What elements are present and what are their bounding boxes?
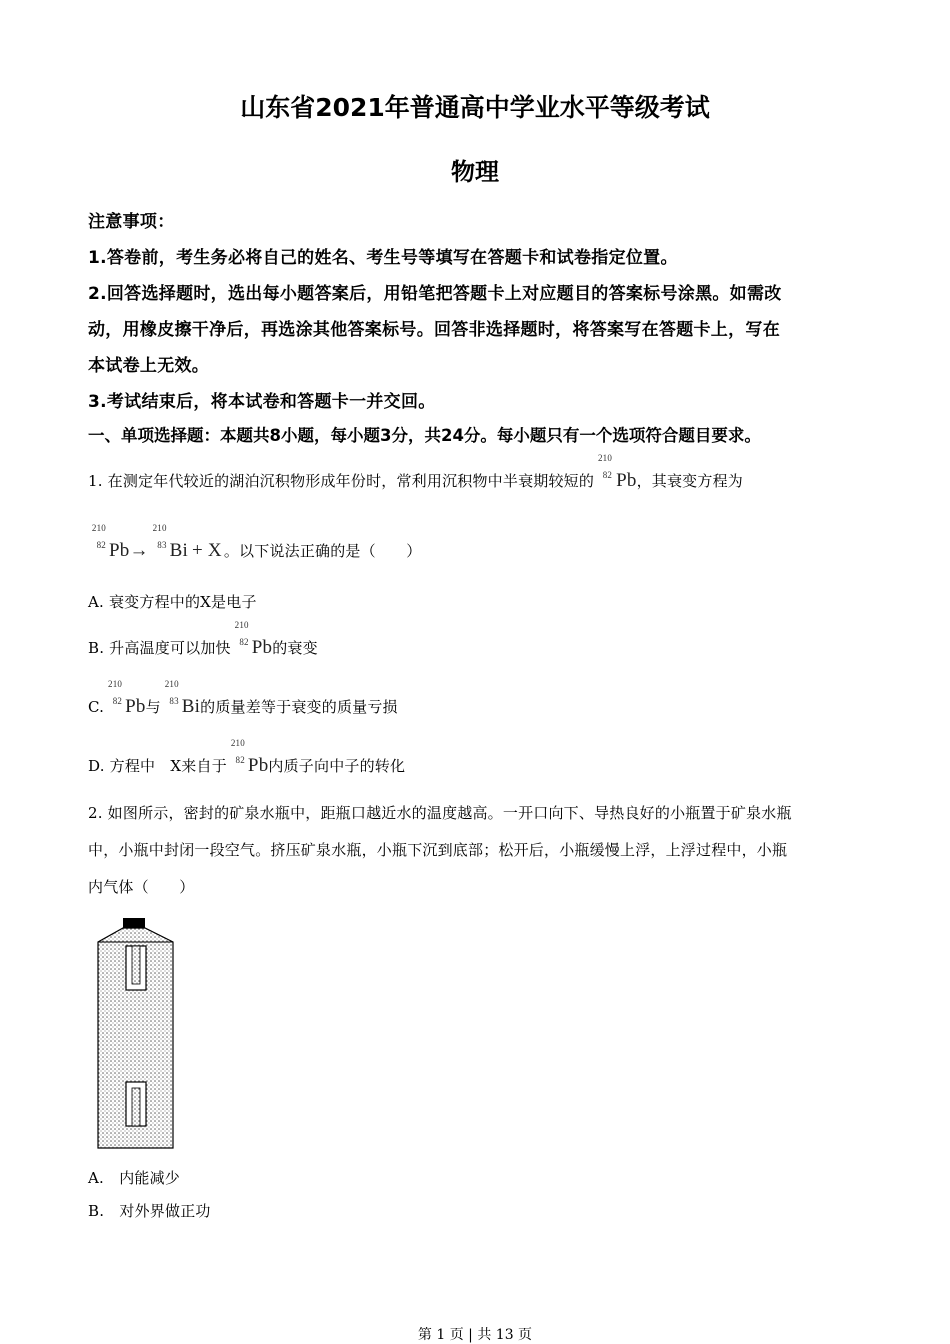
q1-stem-text-c: 。以下说法正确的是（ ） — [223, 542, 422, 560]
decay-arrow: → — [129, 540, 149, 561]
bottle-figure — [94, 916, 178, 1152]
q1-option-a: A. 衰变方程中的X是电子 — [88, 593, 257, 611]
subject-title: 物理 — [451, 158, 499, 186]
q1-option-c: C. 210 82 Pb与 210 83 Bi的质量差等于衰变的质量亏损 — [88, 679, 398, 717]
pb-nuclide: 210 82 Pb — [230, 738, 269, 776]
notice-line-2a: 2.回答选择题时，选出每小题答案后，用铅笔把答题卡上对应题目的答案标号涂黑。如需改 — [88, 284, 782, 304]
pb-nuclide: 210 82 Pb — [91, 523, 130, 561]
page-footer: 第 1 页 | 共 13 页 — [417, 1327, 533, 1343]
plus-x: + X — [192, 540, 222, 561]
q1-option-b: B. 升高温度可以加快 210 82 Pb的衰变 — [88, 620, 318, 658]
q1-stem-text-a: 1. 在测定年代较近的湖泊沉积物形成年份时，常利用沉积物中半衰期较短的 — [88, 472, 595, 490]
q2-stem-line-2: 中，小瓶中封闭一段空气。挤压矿泉水瓶，小瓶下沉到底部；松开后，小瓶缓慢上浮，上浮过程中，小瓶 — [88, 841, 788, 859]
notice-line-2c: 本试卷上无效。 — [88, 356, 210, 376]
q2-option-b: B. 对外界做正功 — [88, 1202, 211, 1220]
q2-stem-line-1: 2. 如图所示，密封的矿泉水瓶中，距瓶口越近水的温度越高。一开口向下、导热良好的小瓶置于矿泉水瓶 — [88, 804, 792, 822]
pb-nuclide: 210 82 Pb — [108, 679, 146, 717]
q1-option-d: D. 方程中 X来自于 210 82 Pb内质子向中子的转化 — [88, 738, 406, 776]
exam-title: 山东省2021年普通高中学业水平等级考试 — [240, 93, 710, 122]
notice-heading: 注意事项： — [88, 212, 175, 232]
bi-nuclide: 210 83 Bi — [152, 523, 189, 561]
pb-nuclide: 210 82 Pb — [597, 453, 637, 491]
q1-equation-line — [88, 523, 422, 562]
section-heading: 一、单项选择题：本题共8小题，每小题3分，共24分。每小题只有一个选项符合题目要求。 — [88, 426, 761, 445]
q2-stem-line-3: 内气体（ ） — [88, 878, 195, 896]
q1-stem-line-1 — [88, 453, 743, 492]
bottle-cap — [123, 918, 145, 928]
pb-nuclide: 210 82 Pb — [234, 620, 273, 658]
notice-line-1: 1.答卷前，考生务必将自己的姓名、考生号等填写在答题卡和试卷指定位置。 — [88, 248, 678, 268]
q1-stem-text-b: ，其衰变方程为 — [636, 472, 743, 490]
bi-nuclide: 210 83 Bi — [164, 679, 201, 717]
q2-option-a: A. 内能减少 — [88, 1169, 181, 1187]
notice-line-2b: 动，用橡皮擦干净后，再选涂其他答案标号。回答非选择题时，将答案写在答题卡上，写在 — [88, 320, 780, 340]
notice-line-3: 3.考试结束后，将本试卷和答题卡一并交回。 — [88, 392, 436, 412]
